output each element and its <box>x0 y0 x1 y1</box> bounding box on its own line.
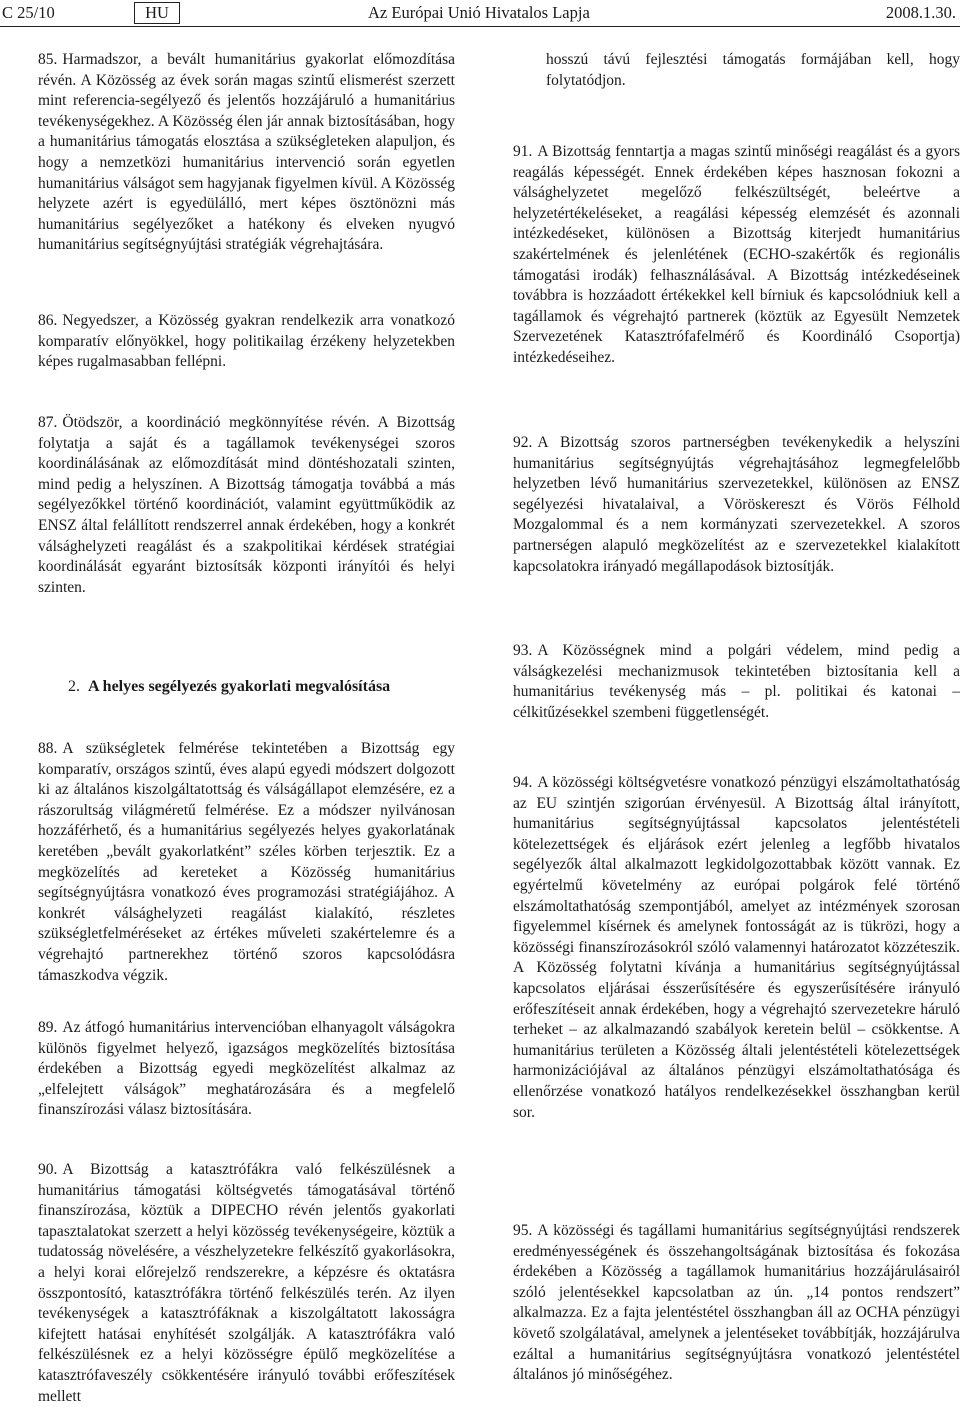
paragraph-number: 87. <box>38 414 58 431</box>
journal-reference: C 25/10 <box>2 3 55 22</box>
paragraph-86 <box>38 311 455 373</box>
page-header <box>0 0 960 28</box>
paragraph-92 <box>513 433 960 577</box>
paragraph-94 <box>513 773 960 1123</box>
paragraph-90-continued <box>546 50 960 91</box>
paragraph-text: Az átfogó humanitárius intervencióban elhanyagolt válságokra különös figyelmet helyező, igazságos megközelítés biztosítása érdekében a Bizottság egyedi megközelítést alkalmaz az „elfelejtett válságok” meghatározására és a megfelelő finanszírozási válasz biztosítására. <box>38 1019 455 1119</box>
paragraph-90 <box>38 1160 455 1407</box>
paragraph-text: A Közösségnek mind a polgári védelem, mind pedig a válságkezelési mechanizmusok tekintetében biztosítania kell a humanitárius tevékenység más – pl. politikai és katonai – célkitűzésekkel szembeni függetlenségét. <box>513 642 960 721</box>
paragraph-91 <box>513 142 960 369</box>
paragraph-text: hosszú távú fejlesztési támogatás formájában kell, hogy folytatódjon. <box>546 51 960 89</box>
paragraph-text: Harmadszor, a bevált humanitárius gyakorlat előmozdítása révén. A Közösség az évek során magas szintű elismerést szerzett mint referencia-segélyező és jelentős hozzájáruló a humanitárius tevékenységekhez. A Közösség élen jár annak biztosításában, hogy a humanitárius támogatás elosztása a szükségleteken alapuljon, és hogy a nemzetközi humanitárius intervenció során egyetlen humanitárius válságot sem hagyjanak figyelmen kívül. A Közösség helyzete azért is egyedülálló, mert képes ösztönözni más humanitárius segélyezőket a hatékony és elveken nyugvó humanitárius segítségnyújtási stratégiák végrehajtására. <box>38 51 455 254</box>
paragraph-text: A Bizottság fenntartja a magas szintű minőségi reagálást és a gyors reagálás képességét. Ennek érdekében képes hasznosan fokozni a válsághelyzetet megelőző felkészültségét, beleértve a helyzetértékeléseket, a reagálási képesség elemzését és azonnali intézkedéseket, különösen a Bizottság kiterjedt humanitárius szakértelmének és jelenlétének (ECHO-szakértők és regionális támogatási irodák) felhasználásával. A Bizottság intézkedéseinek továbbra is hozzáadott értékekkel kell bírniuk és kapcsolódniuk kell a tagállamok és végrehajtó partnerek (köztük az Egyesült Nemzetek Szervezetének Katasztrófafelmérő és Koordináló Csoportja) intézkedéseihez. <box>513 143 960 366</box>
language-badge: HU <box>134 2 180 24</box>
paragraph-number: 91. <box>513 143 533 160</box>
paragraph-89 <box>38 1018 455 1121</box>
paragraph-number: 94. <box>513 774 533 791</box>
paragraph-text: A Bizottság szoros partnerségben tevékenykedik a helyszíni humanitárius segítségnyújtás végrehajtásához legmegfelelőbb helyzetben lévő humanitárius szervezetekkel, különösen az ENSZ segélyezési hivatalaival, a Vöröskereszt és Vörös Félhold Mozgalommal és a nem kormányzati szervezetekkel. A szoros partnerségen alapuló megközelítést az e szervezetekkel kialakított kapcsolatokra irányadó megállapodások biztosítják. <box>513 434 960 575</box>
paragraph-number: 88. <box>38 740 58 757</box>
paragraph-text: Negyedszer, a Közösség gyakran rendelkezik arra vonatkozó komparatív előnyökkel, hogy politikailag érzékeny helyzetekben képes rugalmasabban fellépni. <box>38 312 455 371</box>
paragraph-text: A Bizottság a katasztrófákra való felkészülésnek a humanitárius támogatási költségvetés támogatásával történő finanszírozása, köztük a DIPECHO révén jelentős gyakorlati tapasztalatokat szerzett a helyi közösség tevékenységeire, köztük a tudatosság növelésére, a vészhelyzetekre felkészítő gyakorlásokra, a helyi korai előrejelző rendszerekre, a képzésre és oktatásra összpontosító, katasztrófákra történő felkészülés terén. Az ilyen tevékenységek a katasztrófáknak a kiszolgáltatott lakosságra kifejtett hatásai enyhítését szolgálják. A katasztrófákra való felkészülésnek ez a helyi közösségre épülő megközelítése a katasztrófaveszély csökkentésére irányuló további erőfeszítések mellett <box>38 1161 455 1405</box>
paragraph-number: 95. <box>513 1222 533 1239</box>
paragraph-text: A közösségi és tagállami humanitárius segítségnyújtási rendszerek eredményességének és összehangoltságának biztosítása és fokozása érdekében a Közösség a tagállamok humanitárius hozzájárulásairól szóló jelentésekkel kapcsolatban az ún. „14 pontos rendszert” alkalmazza. Ez a fajta jelentéstétel összhangban áll az OCHA pénzügyi követő szolgálatával, amelynek a jelentéseket továbbítják, hozzájárulva ezáltal a humanitárius segítségnyújtásra vonatkozó jelentéstétel általános jó minőségéhez. <box>513 1222 960 1384</box>
paragraph-number: 85. <box>38 51 58 68</box>
paragraph-number: 92. <box>513 434 533 451</box>
publication-date: 2008.1.30. <box>885 3 956 22</box>
paragraph-93 <box>513 641 960 723</box>
paragraph-text: Ötödször, a koordináció megkönnyítése révén. A Bizottság folytatja a saját és a tagállamok tevékenységei szoros koordinálásának az előmozdítását mind döntéshozatali szinten, mind pedig a helyszínen. A Bizottság támogatja továbbá a más segélyezőkkel történő koordinációt, valamint együttműködik az ENSZ által felállított rendszerrel annak érdekében, hogy a konkrét válsághelyzeti reagálást és a szakpolitikai kérdések stratégiai koordinálását egyaránt biztosítsák központi irányítói és helyi szinten. <box>38 414 455 596</box>
header-divider <box>0 26 960 27</box>
paragraph-number: 86. <box>38 312 58 329</box>
journal-title: Az Európai Unió Hivatalos Lapja <box>368 3 590 22</box>
section-title: A helyes segélyezés gyakorlati megvalósítása <box>88 678 391 695</box>
paragraph-85 <box>38 50 455 256</box>
paragraph-87 <box>38 413 455 598</box>
paragraph-text: A közösségi költségvetésre vonatkozó pénzügyi elszámoltathatóság az EU szintjén szigorúan érvényesül. A Bizottság által irányított, humanitárius segítségnyújtással kapcsolatos jelentéstételi kötelezettségek és eljárások ezért jelenleg a legfőbb hivatalos segélyezők által alkalmazott legkidolgozottabbak között vannak. Ez egyértelmű követelmény az európai polgárok felé történő elszámoltathatóság szempontjából, amelyet az intézmények szorosan figyelemmel kísérnek és amelynek fontosságát az is tükrözi, hogy a közösségi finanszírozásokról szóló valamennyi határozatot közzéteszik. A Közösség folytatni kívánja a humanitárius segítségnyújtással kapcsolatos eljárásai ésszerűsítésére és egyszerűsítésére irányuló erőfeszítéseit annak érdekében, hogy a végrehajtó szervezetekre háruló terheket – az alkalmazandó szabályok keretein belül – csökkentse. A humanitárius területen a Közösség általi jelentéstételi kötelezettségek harmonizációjával az általános pénzügyi elszámoltathatósága és ellenőrzése vonatkozó hatályos rendelkezésekkel összhangban kerül sor. <box>513 774 960 1121</box>
section-heading <box>68 678 390 696</box>
section-number: 2. <box>68 678 80 695</box>
paragraph-number: 89. <box>38 1019 58 1036</box>
paragraph-95 <box>513 1221 960 1386</box>
paragraph-text: A szükségletek felmérése tekintetében a Bizottság egy komparatív, országos szintű, éves alapú egyedi módszert dolgozott ki az általános kiszolgáltatottság és válságállapot elemzésére, ez a rászorultság világméretű felmérése. Ez a módszer nyilvánosan hozzáférhető, és a humanitárius segélyezés helyes gyakorlatának keretében „bevált gyakorlatként” széles körben terjesztik. Ez a megközelítés ad kereteket a Közösség humanitárius segítségnyújtásra vonatkozó éves programozási stratégiájához. A konkrét válsághelyzeti reagálást kialakító, részletes szükségletfelméréseket az értékes műveleti szakértelemre és a végrehajtó partnerekhez történő szoros kapcsolódásra támaszkodva végzik. <box>38 740 455 984</box>
paragraph-number: 90. <box>38 1161 58 1178</box>
paragraph-88 <box>38 739 455 986</box>
paragraph-number: 93. <box>513 642 533 659</box>
